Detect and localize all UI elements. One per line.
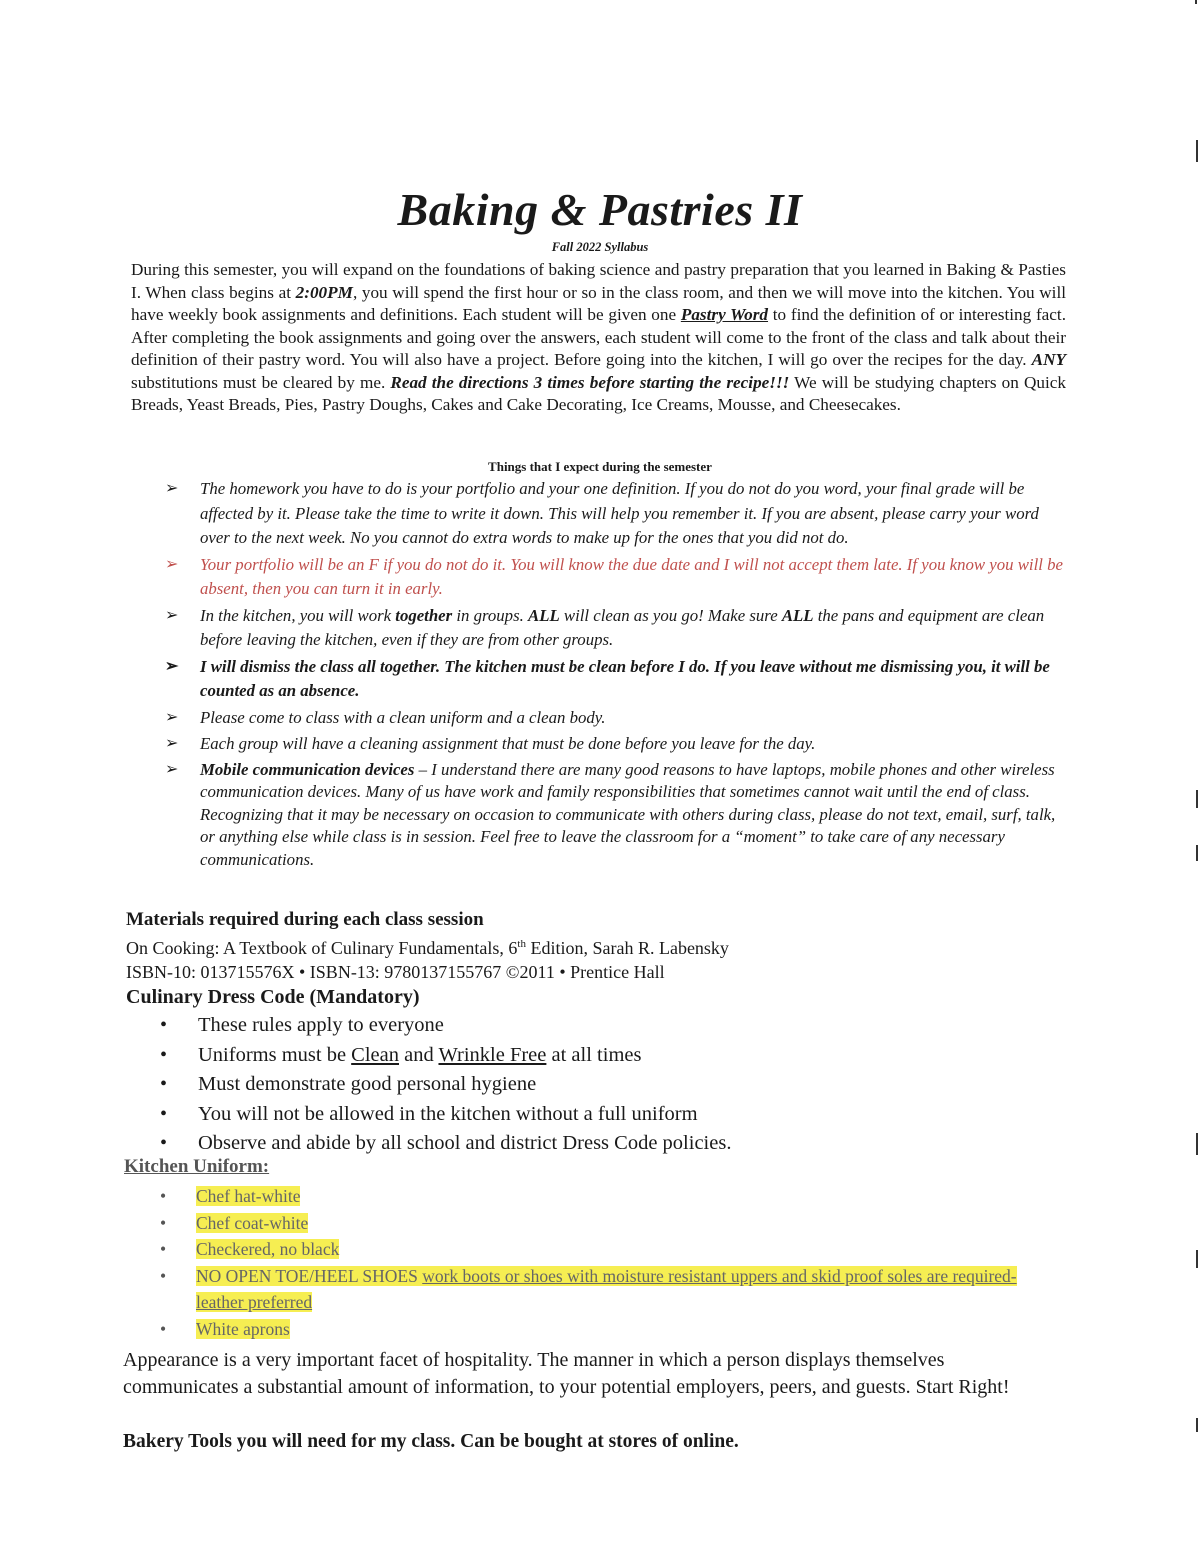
textbook-title: On Cooking: A Textbook of Culinary Fundamentals, 6 xyxy=(126,938,518,958)
dress-code-item xyxy=(160,1100,731,1130)
expectation-item-portfolio xyxy=(165,553,1065,602)
bullet-icon: • xyxy=(160,1212,167,1233)
intro-text: , you will spend the first hour or so in the class room, and then we will move into the kitchen. You will have weekly book assignments and definitions. Each student will be given one xyxy=(131,282,1067,324)
intro-paragraph xyxy=(131,259,1066,417)
directions-emphasis: Read the directions 3 times before starting the recipe!!! xyxy=(390,372,790,392)
dress-code-text: You will not be allowed in the kitchen without a full uniform xyxy=(198,1102,698,1125)
page-subtitle: Fall 2022 Syllabus xyxy=(551,240,649,254)
clean-underlined: Clean xyxy=(351,1043,399,1066)
shoes-requirement-text: work boots or shoes with moisture resistant uppers and skid proof soles are required-leather preferred xyxy=(196,1265,1017,1312)
dress-code-item xyxy=(160,1129,731,1159)
dress-code-text: Must demonstrate good personal hygiene xyxy=(198,1073,537,1095)
dress-code-list xyxy=(160,1011,731,1159)
expectation-text: The homework you have to do is your portfolio and your one definition. If you do not do you word, your final grade will be affected by it. Please take the time to write it down. This will help you remember it. If you are absent, please carry your word over to the next week. No you cannot do extra words to make up for the ones that you did not do. xyxy=(200,479,1039,547)
uniform-item xyxy=(160,1316,1020,1343)
scan-edge-mark xyxy=(1195,0,1197,4)
bullet-icon: • xyxy=(160,1265,167,1286)
intro-text: During this semester, you will expand on the foundations of baking science and pastry preparation that you learned in Baking & Pasties I. When class begins at xyxy=(131,260,1066,302)
bullet-icon: • xyxy=(160,1043,168,1066)
intro-text: We will be studying chapters on Quick Breads, Yeast Breads, Pies, Pastry Doughs, Cakes and Cake Decorating, Ice Creams, Mousse, and Cheesecakes. xyxy=(131,372,1066,414)
expectation-text: in groups. xyxy=(452,605,528,625)
expectation-text: Each group will have a cleaning assignment that must be done before you leave for the day. xyxy=(200,734,816,753)
uniform-text: NO OPEN TOE/HEEL SHOES xyxy=(196,1265,423,1286)
arrow-bullet-icon: ➢ xyxy=(165,735,179,752)
expectation-text: will clean as you go! Make sure xyxy=(559,605,782,625)
dress-code-text: These rules apply to everyone xyxy=(198,1014,444,1036)
dress-code-item xyxy=(160,1041,731,1071)
arrow-bullet-icon: ➢ xyxy=(165,480,179,497)
expectation-item xyxy=(165,477,1065,551)
expectation-item xyxy=(165,604,1065,653)
uniform-item xyxy=(160,1183,1020,1210)
expectation-text: the pans and equipment are clean before leaving the kitchen, even if they are from other groups. xyxy=(200,605,1045,649)
arrow-bullet-icon: ➢ xyxy=(165,606,179,624)
intro-text: to find the definition of or interesting fact. After completing the book assignments and going over the answers, each student will come to the front of the class and talk about their definition of their pastry word. You will also have a project. Before going into the kitchen, I will go over the recipes for the day. xyxy=(131,305,1066,369)
uniform-text: Chef coat-white xyxy=(196,1212,309,1233)
bullet-icon: • xyxy=(160,1073,168,1095)
class-start-time: 2:00PM xyxy=(295,282,353,302)
bullet-icon: • xyxy=(160,1318,167,1339)
scan-edge-mark xyxy=(1196,790,1198,808)
expectations-list xyxy=(165,477,1065,873)
any-emphasis: ANY xyxy=(1031,350,1066,369)
all-emphasis: ALL xyxy=(781,605,814,625)
scan-edge-mark xyxy=(1196,140,1198,162)
together-emphasis: together xyxy=(395,605,453,625)
expectation-text: – I understand there are many good reasons to have laptops, mobile phones and other wireless communication devices. Many of us have work and family responsibilities that sometimes cannot wait until the end of class. Recognizing that it may be necessary on occasion to communicate with others during class, please do not text, email, surf, talk, or anything else while class is in session. Feel free to leave the classroom for a “moment” to take care of any necessary communications. xyxy=(200,759,1056,869)
wrinkle-free-underlined: Wrinkle Free xyxy=(438,1043,547,1066)
arrow-bullet-icon: ➢ xyxy=(165,657,179,675)
bullet-icon: • xyxy=(160,1102,168,1125)
edition-superscript: th xyxy=(517,938,526,950)
dress-code-item xyxy=(160,1070,731,1100)
dress-code-heading-wrap xyxy=(126,985,1086,1009)
scan-edge-mark xyxy=(1196,1250,1198,1268)
dress-code-text: at all times xyxy=(546,1043,642,1066)
bullet-icon: • xyxy=(160,1239,167,1259)
textbook-line xyxy=(126,932,1086,960)
expectation-item xyxy=(165,732,1065,757)
bakery-tools-heading: Bakery Tools you will need for my class. Can be bought at stores of online. xyxy=(123,1431,739,1452)
textbook-author: Edition, Sarah R. Labensky xyxy=(525,938,729,958)
expectations-heading: Things that I expect during the semester xyxy=(488,459,712,474)
page-title: Baking & Pastries II xyxy=(397,184,803,235)
expectation-text: I will dismiss the class all together. The kitchen must be clean before I do. If you leave without me dismissing you, it will be counted as an absence. xyxy=(200,656,1050,700)
uniform-text: White aprons xyxy=(196,1318,290,1339)
appearance-paragraph: Appearance is a very important facet of hospitality. The manner in which a person displays themselves communicates a substantial amount of information, to your potential employers, peers, and guests. Start Right! xyxy=(123,1349,1010,1398)
all-emphasis: ALL xyxy=(528,605,560,625)
scan-edge-mark xyxy=(1196,845,1198,861)
scan-edge-mark xyxy=(1196,1418,1198,1432)
expectation-text: Your portfolio will be an F if you do not do it. You will know the due date and I will not accept them late. If you know you will be absent, then you can turn it in early. xyxy=(200,554,1063,598)
arrow-bullet-icon: ➢ xyxy=(165,708,179,726)
expectation-text: Please come to class with a clean uniform and a clean body. xyxy=(200,707,606,727)
dress-code-text: Observe and abide by all school and district Dress Code policies. xyxy=(198,1132,732,1154)
bullet-icon: • xyxy=(160,1132,168,1154)
bullet-icon: • xyxy=(160,1186,167,1206)
pastry-word: Pastry Word xyxy=(680,305,769,324)
uniform-item xyxy=(160,1210,1020,1237)
expectation-text: In the kitchen, you will work xyxy=(200,605,396,625)
kitchen-uniform-list xyxy=(160,1183,1020,1342)
bullet-icon: • xyxy=(160,1014,168,1036)
uniform-item-shoes xyxy=(160,1263,1020,1316)
materials-heading: Materials required during each class session xyxy=(126,909,484,930)
dress-code-heading: Culinary Dress Code (Mandatory) xyxy=(126,986,420,1008)
scan-edge-mark xyxy=(1196,1133,1198,1155)
arrow-bullet-icon: ➢ xyxy=(165,555,179,573)
uniform-text: Checkered, no black xyxy=(196,1239,340,1259)
uniform-text: Chef hat-white xyxy=(196,1186,301,1206)
expectation-item-mobile xyxy=(165,759,1065,872)
expectation-item-dismissal xyxy=(165,655,1065,704)
intro-text: substitutions must be cleared by me. xyxy=(131,372,391,392)
dress-code-text: and xyxy=(399,1043,439,1066)
materials-section xyxy=(126,908,1086,984)
uniform-item xyxy=(160,1236,1020,1263)
dress-code-text: Uniforms must be xyxy=(198,1043,352,1066)
dress-code-item xyxy=(160,1011,731,1041)
mobile-devices-heading: Mobile communication devices xyxy=(200,759,415,779)
arrow-bullet-icon: ➢ xyxy=(165,760,179,778)
isbn-line: ISBN-10: 013715576X • ISBN-13: 9780137155767 ©2011 • Prentice Hall xyxy=(126,962,665,982)
kitchen-uniform-heading: Kitchen Uniform: xyxy=(124,1156,270,1177)
expectation-item xyxy=(165,706,1065,731)
